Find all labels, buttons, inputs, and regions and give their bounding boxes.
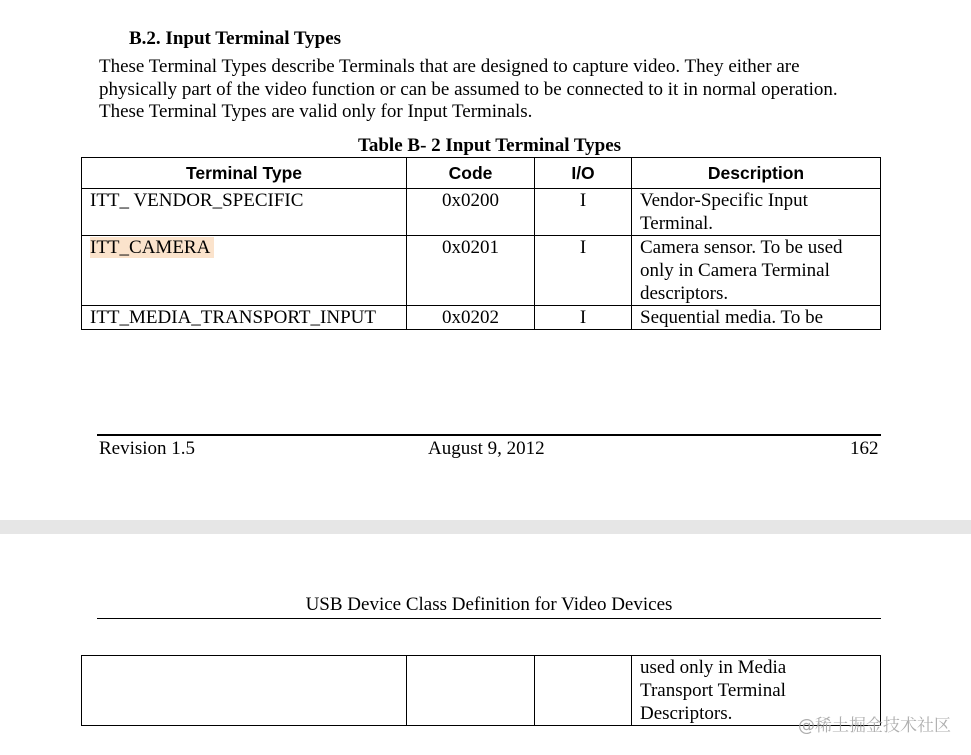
header-divider [97,618,881,619]
description-line: Vendor-Specific Input [640,190,808,211]
table-continuation [81,655,881,726]
table-row [82,306,881,330]
watermark: @稀土掘金技术社区 [798,716,951,736]
cell-terminal-type [82,236,407,306]
table-row [82,189,881,236]
footer-date: August 9, 2012 [428,438,545,459]
description-line: Descriptors. [640,703,733,724]
header-description: Description [632,158,881,189]
cell-description [632,189,881,236]
cell-code: 0x0200 [407,189,535,236]
table-row [82,236,881,306]
cell-code: 0x0201 [407,236,535,306]
footer-revision: Revision 1.5 [99,438,196,459]
description-line: Transport Terminal [640,680,786,701]
running-header-title: USB Device Class Definition for Video Devices [305,594,673,615]
cell-io [535,656,632,726]
paragraph-line: These Terminal Types are valid only for Input Terminals. [99,101,533,122]
table-row [82,656,881,726]
cell-description [632,236,881,306]
section-heading: B.2. Input Terminal Types [129,28,342,49]
description-line: Camera sensor. To be used [640,237,843,258]
cell-terminal-type: ITT_MEDIA_TRANSPORT_INPUT [82,306,407,330]
cell-io: I [535,306,632,330]
header-code: Code [407,158,535,189]
table-caption: Table B- 2 Input Terminal Types [357,135,622,156]
paragraph-line: physically part of the video function or can be assumed to be connected to it in normal operation. [99,78,838,100]
cell-code [407,656,535,726]
input-terminal-types-table [81,157,881,330]
table-header-row [82,158,881,189]
description-line: Terminal. [640,213,714,234]
cell-description [632,306,881,330]
header-io: I/O [535,158,632,189]
description-line: Sequential media. To be [640,307,823,328]
cell-terminal-type [82,656,407,726]
paragraph-line: These Terminal Types describe Terminals that are designed to capture video. They either are [99,56,800,77]
footer-divider [97,434,881,436]
description-line: descriptors. [640,283,729,304]
description-line: only in Camera Terminal [640,260,830,281]
page-separator [0,520,971,534]
description-line: used only in Media [640,657,787,678]
footer-page-number: 162 [850,438,879,459]
highlighted-text: ITT_CAMERA [90,237,214,258]
cell-io: I [535,236,632,306]
cell-terminal-type: ITT_ VENDOR_SPECIFIC [82,189,407,236]
header-terminal-type: Terminal Type [82,158,407,189]
section-paragraph [99,56,899,124]
cell-io: I [535,189,632,236]
cell-code: 0x0202 [407,306,535,330]
